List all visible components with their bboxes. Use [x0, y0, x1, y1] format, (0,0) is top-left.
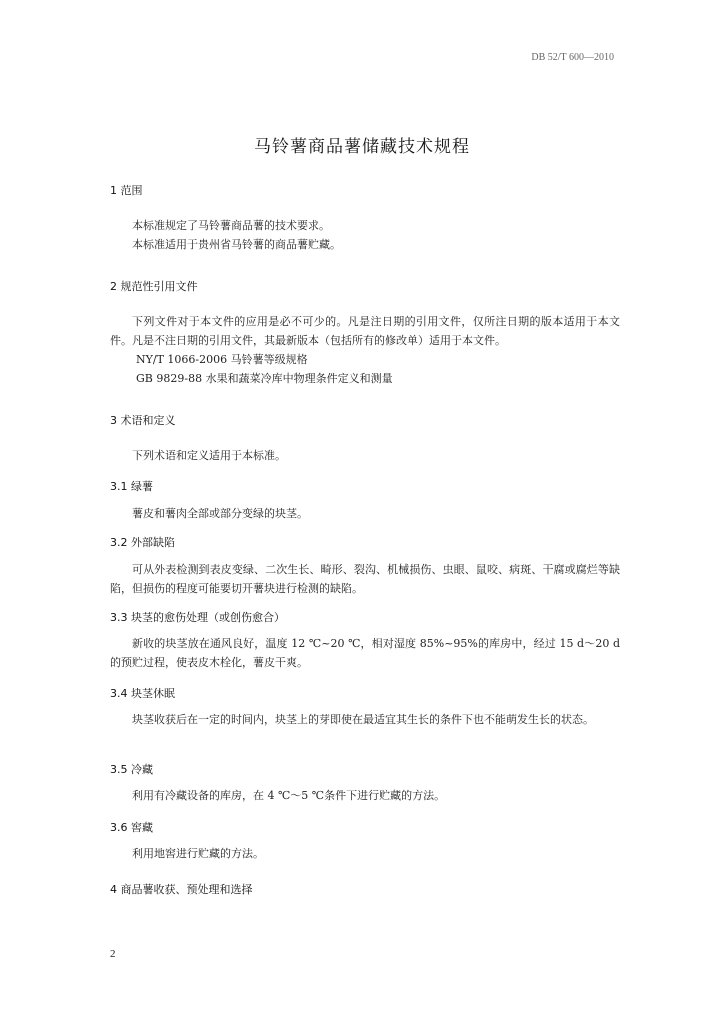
term-cold-storage	[110, 761, 620, 777]
term-heading: 3.5 冷藏	[110, 763, 153, 776]
term-wound-healing-body	[110, 634, 620, 672]
term-heading: 3.4 块茎休眠	[110, 687, 175, 700]
standard-code: DB 52/T 600—2010	[531, 52, 614, 63]
paragraph: 利用有冷藏设备的库房，在 4 ℃～5 ℃条件下进行贮藏的方法。	[132, 789, 446, 802]
reference-item: GB 9829-88 水果和蔬菜冷库中物理条件定义和测量	[136, 372, 393, 385]
term-wound-healing	[110, 609, 620, 625]
section-scope	[110, 182, 620, 198]
section-heading: 3 术语和定义	[110, 414, 176, 427]
section-harvest	[110, 881, 620, 897]
paragraph: 可从外表检测到表皮变绿、二次生长、畸形、裂沟、机械损伤、虫眼、鼠咬、病斑、干腐或腐烂等缺陷，但损伤的程度可能要切开薯块进行检测的缺陷。	[110, 563, 620, 595]
paragraph: 下列文件对于本文件的应用是必不可少的。凡是注日期的引用文件，仅所注日期的版本适用于本文件。凡是不注日期的引用文件，其最新版本（包括所有的修改单）适用于本文件。	[110, 315, 620, 347]
section-terms	[110, 412, 620, 428]
section-normative-references-body	[110, 312, 620, 388]
paragraph: 薯皮和薯肉全部或部分变绿的块茎。	[132, 507, 308, 520]
term-dormancy-body	[110, 710, 620, 729]
reference-item: NY/T 1066-2006 马铃薯等级规格	[136, 353, 308, 366]
section-normative-references	[110, 278, 620, 294]
term-external-defects-body	[110, 560, 620, 598]
term-heading: 3.6 窖藏	[110, 821, 153, 834]
paragraph: 利用地窖进行贮藏的方法。	[132, 847, 264, 860]
term-heading: 3.1 绿薯	[110, 480, 153, 493]
term-cellar-storage	[110, 819, 620, 835]
term-external-defects	[110, 534, 620, 550]
section-heading: 2 规范性引用文件	[110, 280, 198, 293]
paragraph: 本标准规定了马铃薯商品薯的技术要求。	[132, 219, 330, 232]
paragraph: 块茎收获后在一定的时间内，块茎上的芽即使在最适宜其生长的条件下也不能萌发生长的状态。	[132, 713, 594, 726]
paragraph: 新收的块茎放在通风良好，温度 12 ℃~20 ℃，相对湿度 85%~95%的库房中，经过 15 d～20 d 的预贮过程，使表皮木栓化，薯皮干爽。	[110, 637, 620, 669]
section-heading: 1 范围	[110, 184, 143, 197]
term-heading: 3.2 外部缺陷	[110, 536, 175, 549]
paragraph: 下列术语和定义适用于本标准。	[132, 449, 286, 462]
term-heading: 3.3 块茎的愈伤处理（或创伤愈合）	[110, 611, 285, 624]
section-scope-body	[110, 216, 620, 254]
term-dormancy	[110, 685, 620, 701]
section-terms-body	[110, 446, 620, 465]
section-heading: 4 商品薯收获、预处理和选择	[110, 883, 253, 896]
paragraph: 本标准适用于贵州省马铃薯的商品薯贮藏。	[132, 238, 341, 251]
term-green-tuber	[110, 478, 620, 494]
term-cellar-storage-body	[110, 844, 620, 863]
page-number: 2	[110, 948, 116, 960]
term-cold-storage-body	[110, 786, 620, 805]
document-title: 马铃薯商品薯储藏技术规程	[254, 137, 470, 157]
term-green-tuber-body	[110, 504, 620, 523]
